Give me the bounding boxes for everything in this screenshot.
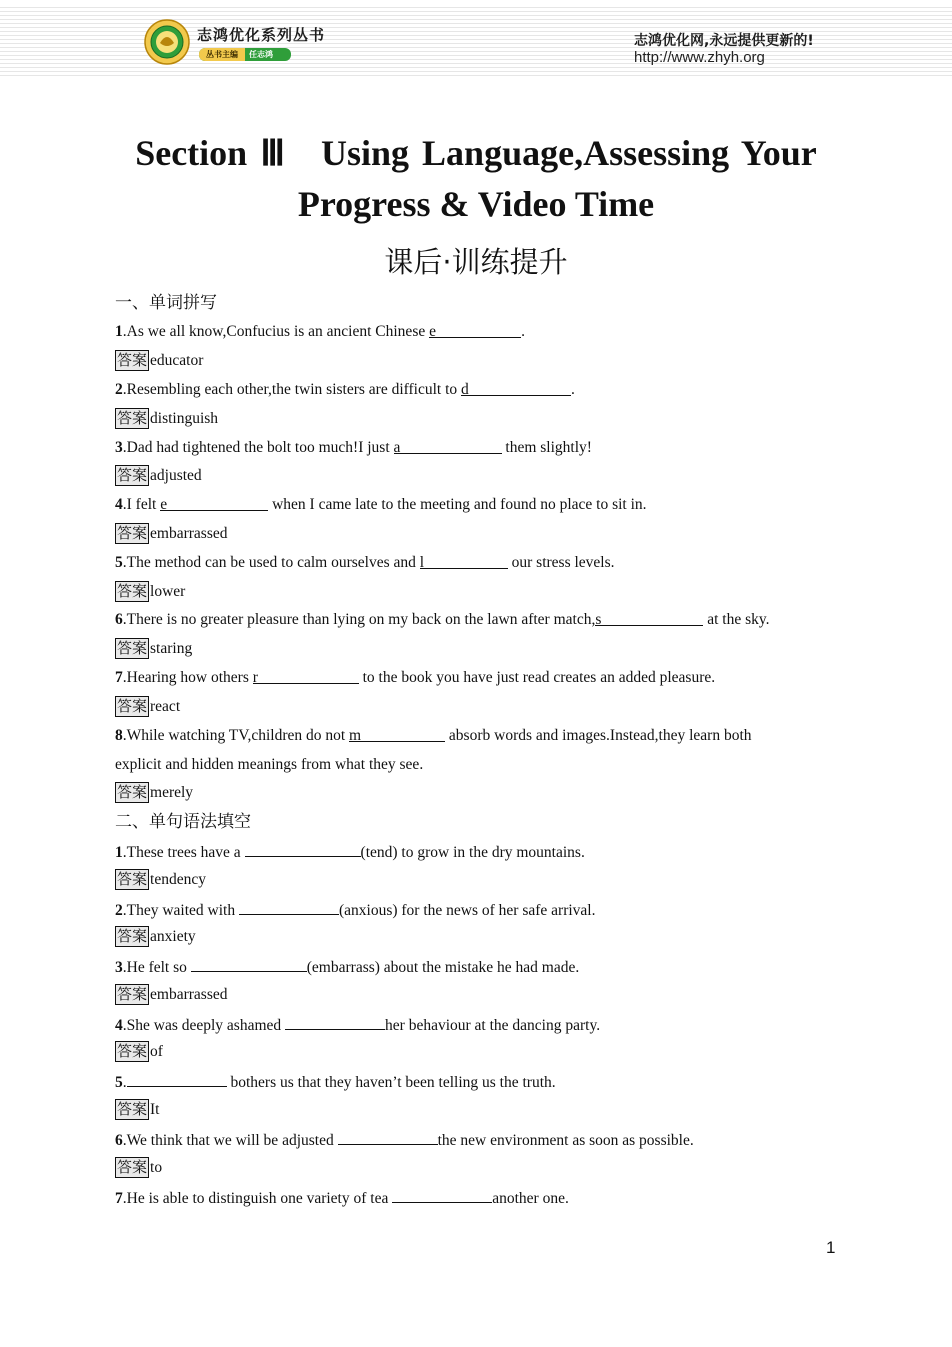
question-number: 2 [115, 902, 123, 919]
question-row [115, 1014, 600, 1036]
question-number: 3 [115, 959, 123, 976]
question-text: .There is no greater pleasure than lying on my back on the lawn after match, [122, 611, 596, 628]
question-text: .They waited with [122, 902, 239, 919]
question-number: 3 [115, 439, 123, 456]
question-row [115, 438, 592, 458]
answer-tag: 答案 [117, 927, 148, 945]
answer-tag: 答案 [117, 985, 148, 1003]
question-row [115, 956, 579, 978]
hint-letter: r [252, 669, 258, 686]
answer-text: embarrassed [150, 985, 228, 1003]
section-heading-spelling: 一、单词拼写 [115, 293, 217, 313]
question-number: 2 [115, 381, 123, 398]
answer-blank [245, 841, 361, 857]
answer-row [115, 696, 180, 717]
answer-blank [160, 495, 268, 511]
answer-row [115, 1099, 159, 1120]
question-text: .These trees have a [122, 844, 245, 861]
question-text-after: to the book you have just read creates an added pleasure. [358, 669, 716, 686]
answer-tag: 答案 [117, 524, 148, 542]
page-title-line-1: Section Ⅲ Using Language,Assessing Your [135, 133, 817, 173]
answer-row [115, 926, 196, 947]
answer-text: staring [150, 639, 193, 657]
question-number: 4 [115, 496, 123, 513]
answer-tag: 答案 [117, 351, 148, 369]
answer-text: anxiety [150, 927, 196, 945]
answer-blank [394, 438, 502, 454]
page-subtitle: 课后·训练提升 [384, 245, 568, 279]
question-text-after: . [521, 323, 525, 340]
question-row [115, 1071, 556, 1093]
answer-blank [338, 1129, 438, 1145]
question-row [115, 1187, 569, 1209]
answer-tag: 答案 [117, 870, 148, 888]
question-text: .He is able to distinguish one variety of tea [122, 1190, 393, 1207]
hint-letter: e [160, 496, 168, 513]
page-header [0, 0, 952, 80]
question-number: 7 [115, 669, 123, 686]
answer-row [115, 638, 192, 659]
answer-text: merely [150, 783, 194, 801]
brand-editor-key: 丛书主编 [199, 48, 245, 61]
question-row [115, 495, 647, 515]
question-text: .While watching TV,children do not [122, 727, 350, 744]
answer-tag: 答案 [117, 1100, 148, 1118]
question-number: 8 [115, 727, 123, 744]
answer-tag: 答案 [117, 1158, 148, 1176]
answer-text: to [150, 1158, 163, 1176]
answer-tag: 答案 [117, 697, 148, 715]
answer-row [115, 782, 193, 803]
header-url[interactable]: http://www.zhyh.org [634, 49, 765, 66]
question-text-after: when I came late to the meeting and found no place to sit in. [268, 496, 647, 513]
answer-text: adjusted [150, 466, 202, 484]
answer-blank [239, 899, 339, 915]
question-text-after: absorb words and images.Instead,they learn both [445, 727, 752, 744]
hint-letter: d [461, 381, 469, 398]
hint-letter: m [349, 727, 362, 744]
answer-blank [429, 322, 521, 338]
question-text: .She was deeply ashamed [122, 1017, 286, 1034]
question-text: . [122, 1074, 127, 1091]
question-number: 1 [115, 323, 123, 340]
answer-tag: 答案 [117, 466, 148, 484]
page-number: 1 [826, 1238, 836, 1257]
question-number: 1 [115, 844, 123, 861]
answer-blank [127, 1071, 227, 1087]
answer-tag: 答案 [117, 1042, 148, 1060]
publisher-logo-icon [144, 19, 190, 65]
answer-blank [595, 610, 703, 626]
question-row [115, 553, 615, 573]
question-row [115, 610, 769, 630]
question-row [115, 668, 715, 688]
hint-letter: a [393, 439, 401, 456]
question-text-after: (anxious) for the news of her safe arrival. [338, 902, 596, 919]
answer-row [115, 1157, 162, 1178]
answer-text: It [150, 1100, 160, 1118]
question-row [115, 322, 525, 342]
hint-letter: e [429, 323, 436, 340]
answer-text: distinguish [150, 409, 219, 427]
question-text-after: them slightly! [501, 439, 592, 456]
answer-blank [461, 380, 571, 396]
answer-blank [253, 668, 359, 684]
question-number: 5 [115, 1074, 123, 1091]
question-row [115, 380, 575, 400]
brand-editor-value: 任志鸿 [249, 50, 273, 59]
answer-row [115, 984, 227, 1005]
answer-row [115, 465, 202, 486]
answer-row [115, 581, 185, 602]
question-text: .I felt [122, 496, 161, 513]
answer-row [115, 1041, 163, 1062]
question-text: .Dad had tightened the bolt too much!I just [122, 439, 394, 456]
answer-blank [392, 1187, 492, 1203]
answer-row [115, 523, 227, 544]
question-number: 5 [115, 554, 123, 571]
question-text-after: (tend) to grow in the dry mountains. [360, 844, 585, 861]
section-heading-grammar: 二、单句语法填空 [115, 812, 251, 832]
question-text-after: (embarrass) about the mistake he had made. [306, 959, 580, 976]
answer-row [115, 869, 206, 890]
header-slogan: 志鸿优化网,永远提供更新的! [634, 33, 814, 49]
answer-tag: 答案 [117, 639, 148, 657]
question-text: .We think that we will be adjusted [122, 1132, 338, 1149]
question-number: 6 [115, 1132, 123, 1149]
question-text: .As we all know,Confucius is an ancient Chinese [122, 323, 430, 340]
brand-name: 志鸿优化系列丛书 [197, 26, 326, 44]
answer-text: of [150, 1042, 163, 1060]
question-row [115, 899, 596, 921]
answer-row [115, 350, 203, 371]
question-number: 6 [115, 611, 123, 628]
question-text-after: . [571, 381, 575, 398]
question-text: .Hearing how others [122, 669, 253, 686]
answer-tag: 答案 [117, 409, 148, 427]
answer-text: embarrassed [150, 524, 228, 542]
answer-tag: 答案 [117, 783, 148, 801]
question-continuation: explicit and hidden meanings from what they see. [115, 756, 424, 773]
answer-blank [349, 726, 445, 742]
answer-text: lower [150, 582, 186, 600]
question-text-after: the new environment as soon as possible. [437, 1132, 694, 1149]
hint-letter: l [419, 554, 425, 571]
answer-blank [191, 956, 307, 972]
answer-blank [420, 553, 508, 569]
page-title-line-2: Progress & Video Time [297, 184, 655, 224]
question-text-after: bothers us that they haven’t been telling us the truth. [226, 1074, 556, 1091]
question-row [115, 1129, 694, 1151]
hint-letter: s [595, 611, 602, 628]
answer-row [115, 408, 218, 429]
answer-text: educator [150, 351, 204, 369]
question-number: 4 [115, 1017, 123, 1034]
question-text: .He felt so [122, 959, 191, 976]
question-text-after: our stress levels. [507, 554, 615, 571]
question-text: .Resembling each other,the twin sisters are difficult to [122, 381, 462, 398]
question-text: .The method can be used to calm ourselves and [122, 554, 420, 571]
question-number: 7 [115, 1190, 123, 1207]
question-text-after: her behaviour at the dancing party. [385, 1017, 601, 1034]
question-row [115, 841, 585, 863]
answer-text: tendency [150, 870, 206, 888]
answer-tag: 答案 [117, 582, 148, 600]
question-text-after: at the sky. [703, 611, 770, 628]
brand-editor-badge [199, 48, 291, 61]
answer-text: react [150, 697, 181, 715]
question-row [115, 726, 752, 746]
question-text-after: another one. [492, 1190, 569, 1207]
answer-blank [285, 1014, 385, 1030]
